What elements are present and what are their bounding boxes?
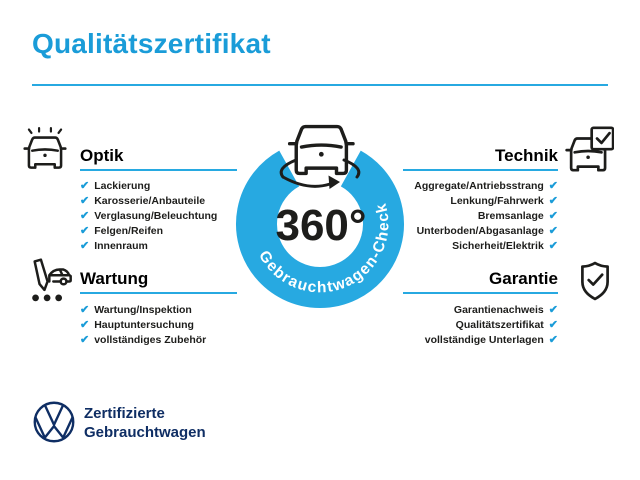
check-icon: ✔ <box>80 304 90 316</box>
vw-logo <box>32 400 76 444</box>
check-icon: ✔ <box>548 319 558 331</box>
item-label: Sicherheit/Elektrik <box>452 240 544 252</box>
check-icon: ✔ <box>80 225 90 237</box>
car-shine-icon <box>23 125 67 173</box>
check-icon: ✔ <box>548 195 558 207</box>
check-item <box>80 239 217 254</box>
section-rule-wartung <box>80 292 237 294</box>
item-label: vollständige Unterlagen <box>424 334 544 346</box>
title-divider <box>32 84 608 86</box>
check-item <box>80 179 217 194</box>
section-title-wartung: Wartung <box>80 269 149 288</box>
check-icon: ✔ <box>80 195 90 207</box>
check-item <box>425 303 558 318</box>
item-label: Lenkung/Fahrwerk <box>450 195 544 207</box>
section-items-garantie <box>425 303 558 348</box>
item-label: Wartung/Inspektion <box>94 304 192 316</box>
check-item <box>80 224 217 239</box>
brand-line-2: Gebrauchtwagen <box>84 424 206 441</box>
check-item <box>80 209 217 224</box>
check-item <box>414 194 558 209</box>
item-label: Hauptuntersuchung <box>94 319 194 331</box>
check-icon: ✔ <box>548 334 558 346</box>
section-title-garantie: Garantie <box>489 269 558 288</box>
check-icon: ✔ <box>80 334 90 346</box>
item-label: Aggregate/Antriebsstrang <box>414 180 544 192</box>
section-items-wartung <box>80 303 206 348</box>
check-icon: ✔ <box>548 240 558 252</box>
check-item <box>414 179 558 194</box>
item-label: Unterboden/Abgasanlage <box>416 225 544 237</box>
section-items-technik <box>414 179 558 254</box>
pen-checklist-car-icon <box>24 257 72 305</box>
check-icon: ✔ <box>80 210 90 222</box>
item-label: Qualitätszertifikat <box>455 319 544 331</box>
check-item <box>414 209 558 224</box>
check-icon: ✔ <box>548 180 558 192</box>
check-item <box>80 303 206 318</box>
check-item <box>80 318 206 333</box>
check-item <box>425 318 558 333</box>
check-item <box>80 333 206 348</box>
section-rule-garantie <box>403 292 558 294</box>
section-title-optik: Optik <box>80 146 124 165</box>
item-label: vollständiges Zubehör <box>94 334 207 346</box>
section-items-optik <box>80 179 217 254</box>
brand-wordmark <box>84 404 206 442</box>
check-icon: ✔ <box>548 225 558 237</box>
item-label: Lackierung <box>94 180 151 192</box>
check-icon: ✔ <box>548 210 558 222</box>
degree-label: 360° <box>275 201 367 250</box>
item-label: Verglasung/Beleuchtung <box>94 210 218 222</box>
car-front-icon <box>290 127 353 174</box>
360-check-ring <box>225 105 415 320</box>
check-icon: ✔ <box>80 319 90 331</box>
check-icon: ✔ <box>80 240 90 252</box>
check-item <box>425 333 558 348</box>
section-rule-optik <box>80 169 237 171</box>
page-title: Qualitätszertifikat <box>32 28 271 59</box>
item-label: Innenraum <box>94 240 148 252</box>
car-checkbox-icon <box>564 126 614 176</box>
section-rule-technik <box>403 169 558 171</box>
item-label: Bremsanlage <box>477 210 544 222</box>
section-title-technik: Technik <box>495 146 558 165</box>
check-icon: ✔ <box>80 180 90 192</box>
check-item <box>414 224 558 239</box>
ring-label: Gebrauchtwagen-Check <box>255 201 393 297</box>
item-label: Felgen/Reifen <box>94 225 164 237</box>
item-label: Garantienachweis <box>453 304 544 316</box>
check-item <box>80 194 217 209</box>
check-item <box>414 239 558 254</box>
shield-check-icon <box>577 259 613 303</box>
brand-line-1: Zertifizierte <box>84 405 165 422</box>
item-label: Karosserie/Anbauteile <box>94 195 206 207</box>
check-icon: ✔ <box>548 304 558 316</box>
